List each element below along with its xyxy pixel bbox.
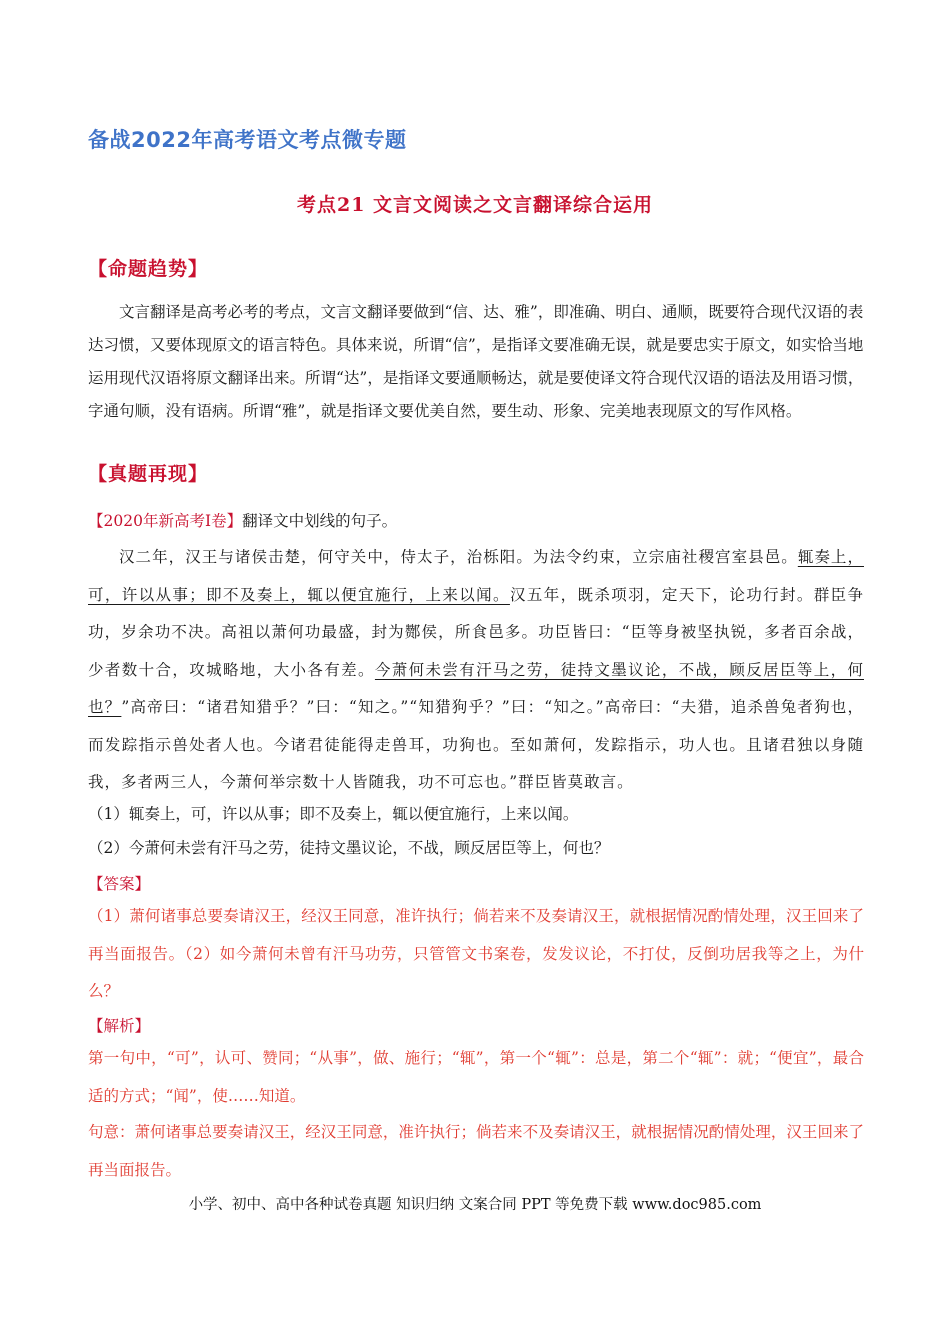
underlined-sentence-2: 今萧何未尝有汗马之劳，徒持文墨议论，不战，顾反居臣等上，何也？ [88, 660, 864, 716]
question-1: （1）辄奏上，可，许以从事；即不及奏上，辄以便宜施行，上来以闻。 [88, 805, 579, 823]
exam-instruction: 翻译文中划线的句子。 [242, 512, 398, 530]
footer-ad: 小学、初中、高中各种试卷真题 知识归纳 文案合同 PPT 等免费下载 www.doc985.com [188, 1197, 762, 1213]
topic-title: 考点21 文言文阅读之文言翻译综合运用 [296, 194, 654, 216]
exam-heading: 【真题再现】 [88, 463, 209, 485]
passage-text-3: ”高帝曰：“诸君知猎乎？”曰：“知之。”“知猎狗乎？”曰：“知之。”高帝曰：“夫猎，追杀兽兔者狗也，而发踪指示兽处者人也。今诸君徒能得走兽耳，功狗也。至如萧何，发踪指示，功人也。且诸君独以身随我，多者两三人，今萧何举宗数十人皆随我，功不可忘也。”群臣皆莫敢言。 [88, 698, 864, 791]
series-title: 备战2022年高考语文考点微专题 [88, 128, 407, 152]
question-2: （2）今萧何未尝有汗马之劳，徒持文墨议论，不战，顾反居臣等上，何也？ [88, 839, 610, 857]
exam-source-tag: 【2020年新高考Ⅰ卷】 [88, 512, 243, 530]
passage-text-2: 汉五年，既杀项羽，定天下，论功行封。群臣争功，岁余功不决。高祖以萧何功最盛，封为酂侯，所食邑多。功臣皆曰：“臣等身被坚执锐，多者百余战，少者数十合，攻城略地，大小各有差。 [88, 585, 864, 679]
answer-text: （1）萧何诸事总要奏请汉王，经汉王同意，准许执行；倘若来不及奏请汉王，就根据情况酌情处理，汉王回来了再当面报告。（2）如今萧何未曾有汗马功劳，只管管文书案卷，发发议论，不打仗，反倒功居我等之上，为什么？ [88, 907, 864, 1000]
answer-label: 【答案】 [88, 875, 151, 893]
underlined-sentence-1: 辄奏上，可，许以从事；即不及奏上，辄以便宜施行，上来以闻。 [88, 548, 864, 604]
classical-passage [88, 539, 864, 802]
trend-heading: 【命题趋势】 [88, 258, 209, 280]
exam-source-line [88, 509, 397, 531]
analysis-label: 【解析】 [88, 1017, 151, 1035]
analysis-line-1: 第一句中，“可”，认可、赞同；“从事”，做、施行；“辄”，第一个“辄”：总是，第二个“辄”：就；“便宜”，最合适的方式；“闻”，使……知道。 [88, 1049, 864, 1105]
passage-text-1: 汉二年，汉王与诸侯击楚，何守关中，侍太子，治栎阳。为法令约束，立宗庙社稷宫室县邑。 [119, 548, 798, 566]
trend-paragraph: 文言翻译是高考必考的考点，文言文翻译要做到“信、达、雅”，即准确、明白、通顺，既要符合现代汉语的表达习惯，又要体现原文的语言特色。具体来说，所谓“信”，是指译文要准确无误，就是要忠实于原文，如实恰当地运用现代汉语将原文翻译出来。所谓“达”，是指译文要通顺畅达，就是要使译文符合现代汉语的语法及用语习惯，字通句顺，没有语病。所谓“雅”，就是指译文要优美自然，要生动、形象、完美地表现原文的写作风格。 [88, 303, 864, 420]
analysis-line-2: 句意：萧何诸事总要奏请汉王，经汉王同意，准许执行；倘若来不及奏请汉王，就根据情况酌情处理，汉王回来了再当面报告。 [88, 1123, 864, 1179]
